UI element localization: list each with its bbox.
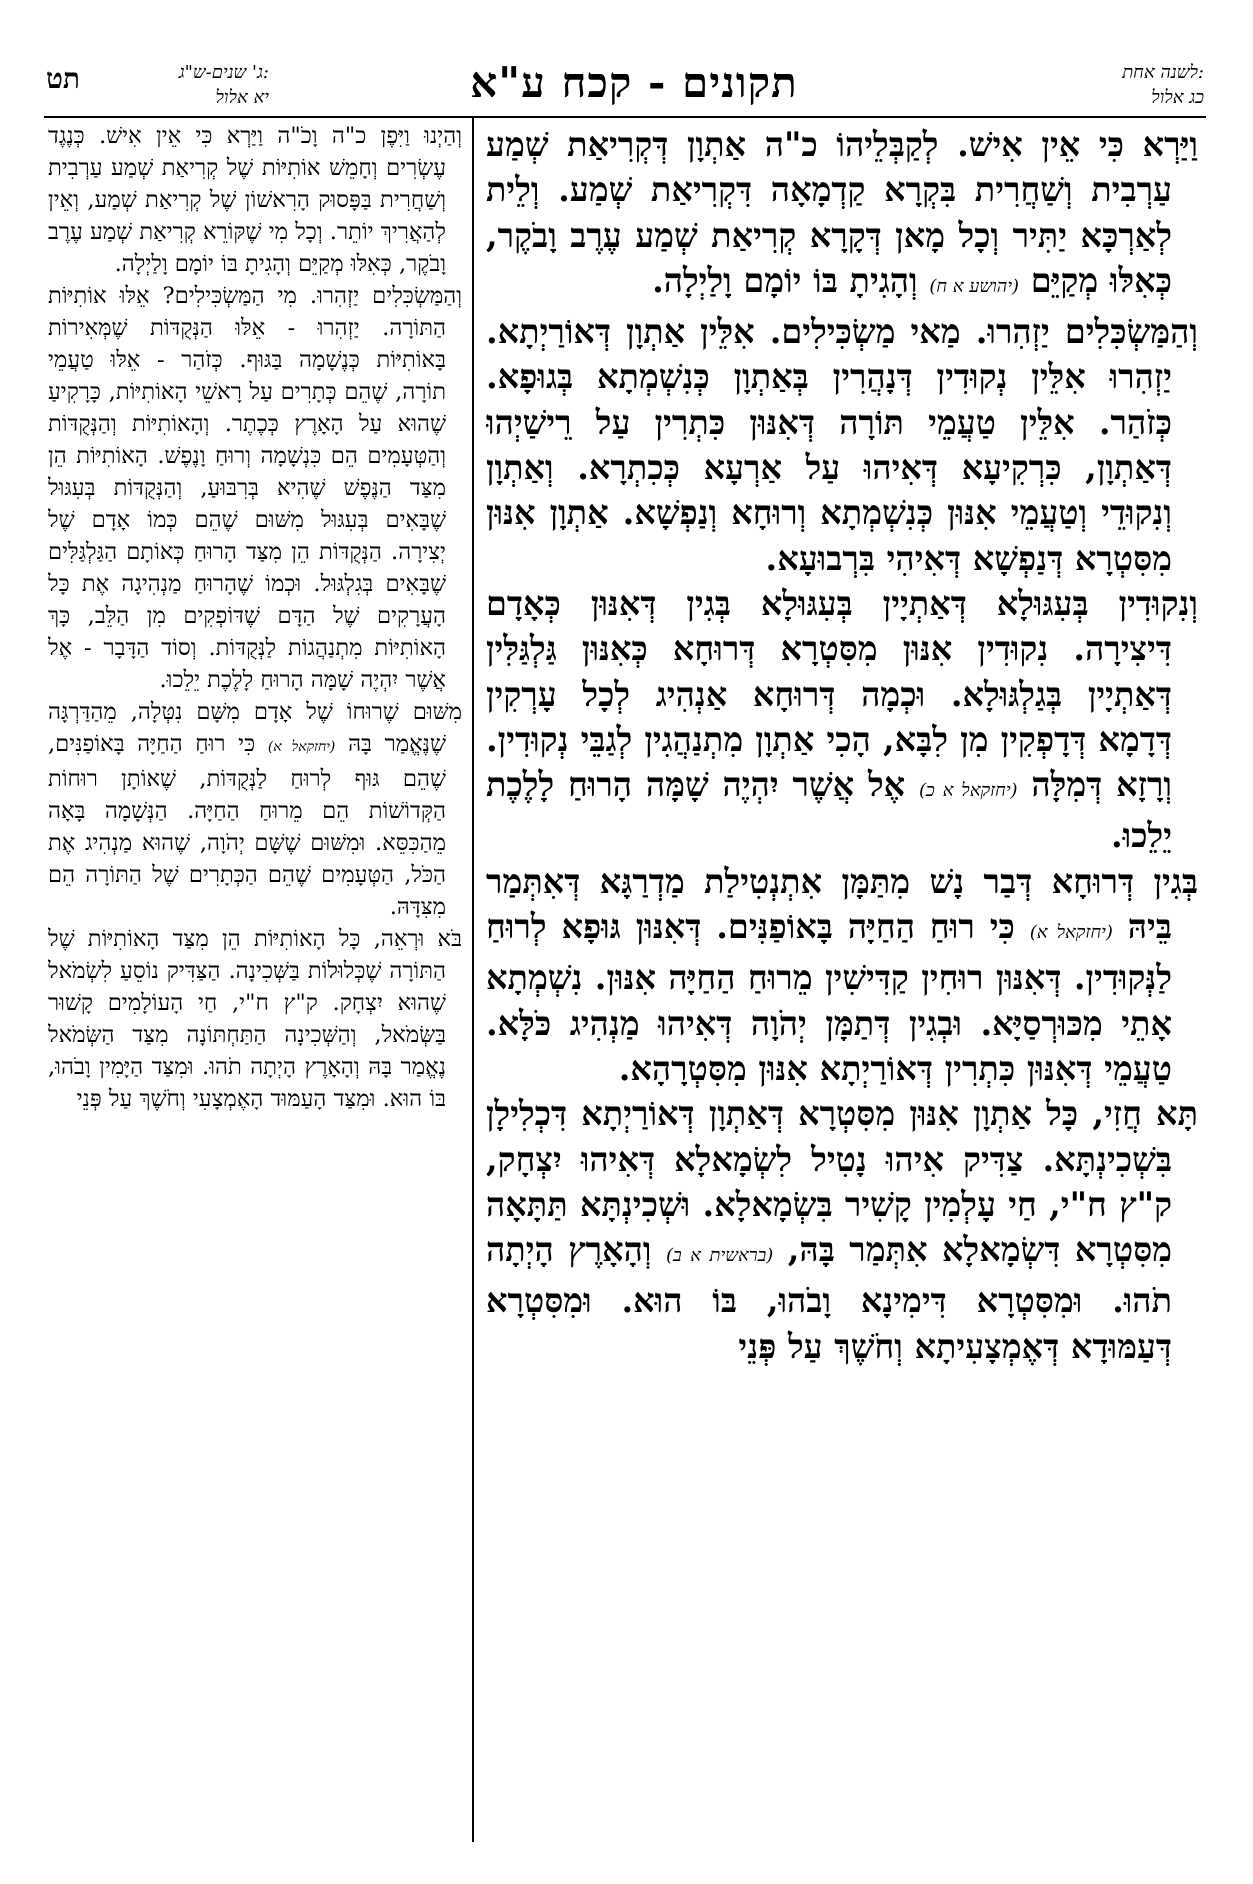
translation-column [48,120,462,1842]
verse-reference: (יחזקאל א) [1029,922,1113,944]
main-text-span: בְּגִין דְּרוּחָא דְּבַר נָשׁ מִתַּמָּן אִתְנְטִילַת מַדְרַגָּא דְּאִתְּמַר בֵּיהּ [486,861,1198,947]
translation-paragraph [48,923,462,1115]
main-text-column [486,122,1198,1842]
three-year-date: יא אלול [215,87,269,108]
page-header [44,58,1206,116]
main-paragraph [486,859,1198,1091]
main-paragraph [486,309,1198,581]
page-title: תקונים - קכח ע"א [470,58,798,107]
page-number: תט [46,62,80,95]
main-text-span: וְהָאָרֶץ הָיְתָה תֹהוּ. וּמִסִּטְרָא דִּימִינָא וָבֹהוּ, בּוֹ הוּא. וּמִסִּטְרָא דְּעַמּוּדָא דְּאֶמְצָעִיתָא וְחֹשֶׁךְ עַל פְּנֵי [486,1230,1172,1366]
main-text-span: אֶל אֲשֶׁר יִהְיֶה שָׁמָּה הָרוּחַ לָלֶכֶת יֵלֵכוּ. [486,765,1172,856]
translation-text: כִּי רוּחַ הַחַיָּה בָּאוֹפַנִּים, שֶׁהֵם גּוּף לְרוּחַ לַנְּקֻדּוֹת, שֶׁאוֹתָן רוּחוֹת הַקְּדוֹשׁוֹת הֵם מֵרוּחַ הַחַיָּה. הַנְּשָׁמָה בָּאָה מֵהַכִּסֵּא. וּמִשּׁוּם שֶׁשָּׁם יְהֹוָה, שֶׁהוּא מַנְהִיג אֶת הַכֹּל, הַטְּעָמִים שֶׁהֵם הַכְּתָרִים שֶׁל הַתּוֹרָה הֵם מִצִּדָּהּ. [48,731,446,920]
verse-reference: (יחזקאל א כ) [918,780,1018,802]
translation-paragraph [48,696,462,923]
three-year-label: ג' שנים-ש"ג: [178,62,269,83]
verse-reference: (יהושע א ח) [929,275,1020,297]
verse-reference: (יחזקאל א) [267,739,336,755]
translation-text: וְהַיְנוּ וַיִּפֶן כ"ה וָכֹ"ה וַיַּרְא כִּי אֵין אִישׁ. כְּנֶגֶד עֶשְׂרִים וְחָמֵשׁ אוֹתִיּוֹת שֶׁל קְרִיאַת שְׁמַע עַרְבִית וְשַׁחֲרִית בַּפָּסוּק הָרִאשׁוֹן שֶׁל קְרִיאַת שְׁמַע, וְאֵין לְהַאֲרִיךְ יוֹתֵר. וְכָל מִי שֶׁקּוֹרֵא קְרִיאַת שְׁמַע עֶרֶב וָבֹקֶר, כְּאִלּוּ מְקַיֵּם וְהָגִיתָ בּוֹ יוֹמָם וָלַיְלָה. [48,123,462,277]
one-year-date: כג אלול [1151,87,1204,108]
main-text-span: וְנִקוּדִין בְּעִגּוּלָא דְּאַתְיָין בְּעִגּוּלָא בְּגִין דְּאִנּוּן כְּאָדָם דִּיצִירָה. נִקוּדִין אִנּוּן מִסִּטְרָא דְּרוּחָא כְּאִנּוּן גַּלְגַּלִּין דְּאַתְיָין בְּגַלְגּוּלָא. וּכְמָה דְּרוּחָא אַנְהִיג לְכָל עָרְקִין דְּדָמָא דְּדָפְקִין מִן לִבָּא, הָכִי אַתְוָן מִתְנַהֲגִין לְגַבֵּי נְקוּדִין. וְרָזָא דְּמִלָּה [486,583,1198,805]
main-text-span: וְהָגִיתָ בּוֹ יוֹמָם וָלַיְלָה. [652,260,918,300]
main-paragraph [486,581,1198,859]
translation-paragraph [48,120,462,280]
main-text-span: וְהַמַּשְׂכִּלִים יַזְהִרוּ. מַאי מַשְׂכִּילִים. אִלֵּין אַתְוָן דְּאוֹרַיְתָא. יַזְהִרוּ אִלֵּין נְקוּדִין דְּנָהֲרִין בְּאַתְוָן כְּנִשְׁמְתָא בְּגוּפָא. כְּזֹהַר. אִלֵּין טַעֲמֵי תּוֹרָה דְּאִנּוּן כִּתְרִין עַל רֵישַׁיְהוּ דְּאַתְוָן, כִּרְקִיעָא דְּאִיהוּ עַל אַרְעָא כְּכִתְרָא. וְאַתְוָן וְנִקוּדֵי וְטַעֲמֵי אִנּוּן כְּנִשְׁמְתָא וְרוּחָא וְנַפְשָׁא. אַתְוָן אִנּוּן מִסִּטְרָא דְּנַפְשָׁא דְּאִיהִי בִּרְבוּעָא. [486,312,1198,578]
main-text-span: כִּי רוּחַ הַחַיָּה בָּאוֹפַנִּים. דְּאִנּוּן גּוּפָא לְרוּחַ לַנְּקוּדִין. דְּאִנּוּן רוּחִין קַדִּישִׁין מֵרוּחַ הַחַיָּה אִנּוּן. נִשְׁמְתָא אָתֵי מִכּוּרְסַיָּא. וּבְגִין דְּתַמָּן יְהֹוָה דְּאִיהוּ מַנְהִיג כֹּלָּא. טַעֲמֵי דְּאִנּוּן כִּתְרִין דְּאוֹרַיְתָא אִנּוּן מִסִּטְרָהָא. [486,907,1172,1088]
translation-paragraph [48,280,462,696]
main-paragraph [486,122,1198,309]
one-year-schedule [1044,60,1204,110]
translation-text: מִשּׁוּם שֶׁרוּחוֹ שֶׁל אָדָם מִשָּׁם נִטְּלָה, מֵהַדַּרְגָּה שֶׁנֶּאֱמַר בָּהּ [48,699,462,757]
main-text-span: תָּא חֲזִי, כָּל אַתְוָן אִנּוּן מִסִּטְרָא דְּאַתְוָן דְּאוֹרַיְתָא דִּכְלִילָן בִּשְׁכִינְתָּא. צַדִּיק אִיהוּ נָטִיל לִשְׂמָאלָא דְּאִיהוּ יִצְחָק, ק"ץ ח"י, חַי עָלְמִין קָשִׁיר בִּשְׂמָאלָא. וּשְׁכִינְתָּא תַּתָּאָה מִסִּטְרָא דִּשְׂמָאלָא אִתְּמַר בָּהּ, [486,1094,1198,1270]
header-divider [44,116,1206,118]
three-year-schedule [149,60,269,110]
translation-text: בֹּא וּרְאֵה, כָּל הָאוֹתִיּוֹת הֵן מִצַּד הָאוֹתִיּוֹת שֶׁל הַתּוֹרָה שֶׁכְּלוּלוֹת בַּשְּׁכִינָה. הַצַּדִּיק נוֹסֵעַ לִשְׂמֹאל שֶׁהוּא יִצְחָק. ק"ץ ח"י, חַי הָעוֹלָמִים קָשׁוּר בַּשְּׂמֹאל, וְהַשְּׁכִינָה הַתַּחְתּוֹנָה מִצַּד הַשְּׂמֹאל נֶאֱמַר בָּהּ וְהָאָרֶץ הָיְתָה תֹהוּ. וּמִצַּד הַיָּמִין וָבֹהוּ, בּוֹ הוּא. וּמִצַּד הָעַמּוּד הָאֶמְצָעִי וְחֹשֶׁךְ עַל פְּנֵי [48,926,462,1112]
one-year-label: לשנה אחת: [1122,62,1204,83]
translation-text: וְהַמַּשְׂכִּלִים יַזְהִרוּ. מִי הַמַּשְׂכִּילִים? אֵלּוּ אוֹתִיּוֹת הַתּוֹרָה. יַזְהִרוּ - אֵלּוּ הַנְּקֻדּוֹת שֶׁמְּאִירוֹת בָּאוֹתִיּוֹת כְּנֶשָׁמָה בַּגּוּף. כְּזֹהַר - אֵלּוּ טַעֲמֵי תוֹרָה, שֶׁהֵם כְּתָרִים עַל רָאשֵׁי הָאוֹתִיּוֹת, כָּרָקִיעַ שֶׁהוּא עַל הָאָרֶץ כְּכֶתֶר. וְהָאוֹתִיּוֹת וְהַנְּקֻדּוֹת וְהַטְּעָמִים הֵם כִּנְשָׁמָה וְרוּחַ וָנֶפֶשׁ. הָאוֹתִיּוֹת הֵן מִצַּד הַנֶּפֶשׁ שֶׁהִיא בְּרִבּוּעַ, וְהַנְּקֻדּוֹת בְּעִגּוּל שֶׁבָּאִים בְּעִגּוּל מִשּׁוּם שֶׁהֵם כְּמוֹ אָדָם שֶׁל יְצִירָה. הַנְּקֻדּוֹת הֵן מִצַּד הָרוּחַ כְּאוֹתָם הַגַּלְגַּלִּים שֶׁבָּאִים בְּגִלְגּוּל. וּכְמוֹ שֶׁהָרוּחַ מַנְהִיגָה אֶת כָּל הָעֲרָקִים שֶׁל הַדָּם שֶׁדּוֹפְקִים מִן הַלֵּב, כָּךְ הָאוֹתִיּוֹת מִתְנַהֲגוֹת לַנְּקֻדּוֹת. וְסוֹד הַדָּבָר - אֶל אֲשֶׁר יִהְיֶה שָׁמָּה הָרוּחַ לָלֶכֶת יֵלֵכוּ. [48,283,462,693]
verse-reference: (בראשית א ב) [665,1245,774,1267]
main-text-span: וַיַּרְא כִּי אֵין אִישׁ. לְקַבְּלֵיהוֹ כ"ה אַתְוָן דְּקְרִיאַת שְׁמַע עַרְבִית וְשַׁחֲרִית בִּקְרָא קַדְמָאָה דִּקְרִיאַת שְׁמַע. וְלֵית לְאַרְכָּא יַתִּיר וְכָל מָאן דְּקָרָא קְרִיאַת שְׁמַע עֶרֶב וָבֹקֶר, כְּאִלּוּ מְקַיֵּם [486,125,1198,300]
main-paragraph [486,1091,1198,1369]
column-divider [472,118,474,1842]
